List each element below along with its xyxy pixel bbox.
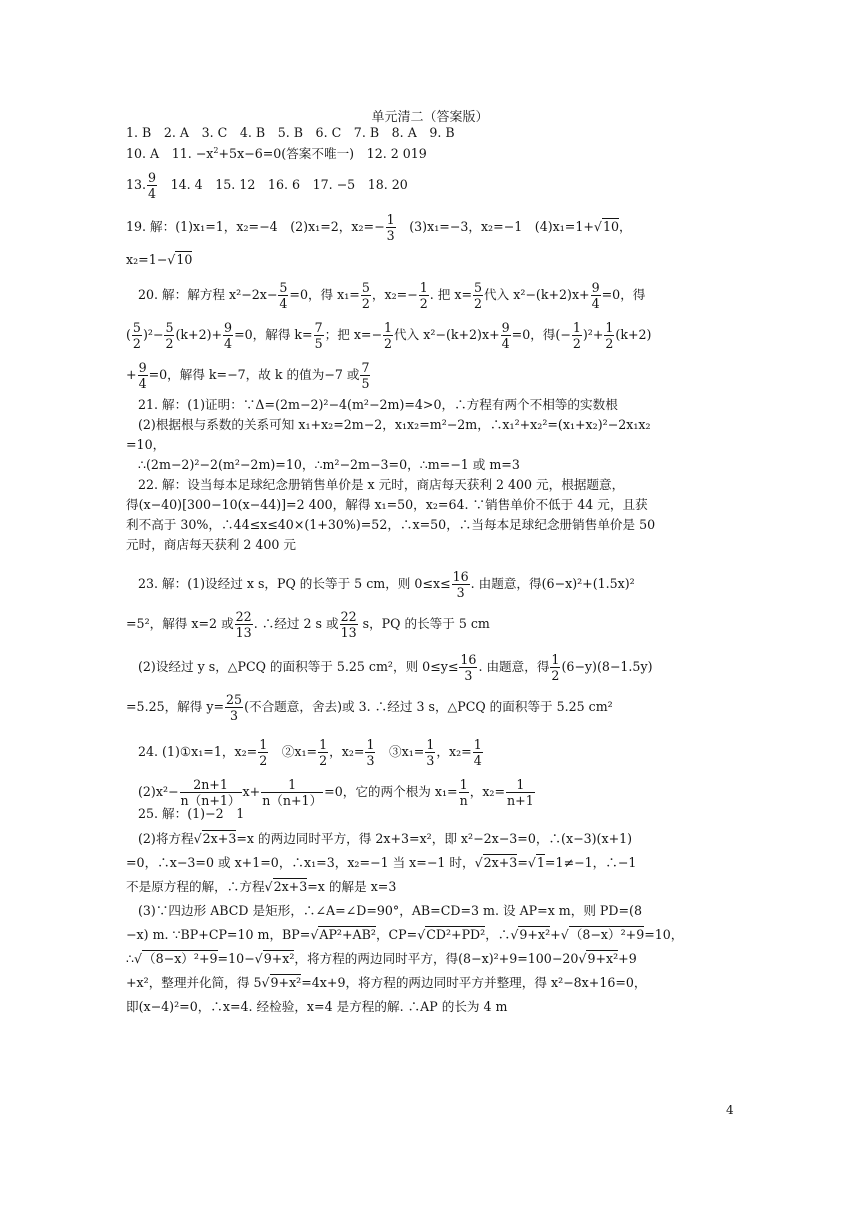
sqrt-sign bbox=[255, 951, 263, 966]
answer-25-line-4: 不是原方程的解，∴方程√ 2x+3=x 的解是 x=3 bbox=[126, 879, 396, 895]
answers-10-12: 10. A 11. $-x^2+5x-6=0$(答案不唯一) 12. 2 019 bbox=[126, 146, 427, 161]
answer-23-line-1: 23. 解：(1)设经过 x s，PQ 的长等于 5 cm，则 0≤x≤ $\frac{16}{3}$ . 由题意，得(6−x)²+(1.5x)² bbox=[138, 569, 635, 600]
answer-19-line-2: x₂=1−√ 10 bbox=[126, 252, 192, 268]
sqrt-sign bbox=[194, 831, 202, 846]
radicand: 9+x² bbox=[263, 951, 295, 966]
radicand: （8−x）²+9 bbox=[143, 951, 218, 966]
radicand: 2x+3 bbox=[483, 855, 518, 870]
fraction: $\frac{1}{n}$ bbox=[459, 777, 468, 808]
answer-21-line-2: (2)根据根与系数的关系可知 x₁+x₂=2m−2，x₁x₂=m²−2m，∴x₁²+x₂²=(x₁+x₂)²−2x₁x₂ bbox=[138, 417, 651, 432]
answer-20-line-1: 20. 解：解方程 x²−2x− $\frac{5}{4}$ =0，得 x₁= $\frac{5}{2}$ ，x₂=− $\frac{1}{2}$ . 把 x= $\frac{5}{2}$ 代入 x²−(k+2)x+ $\frac{9}{4}$ =0，得 bbox=[138, 280, 646, 311]
answer-21-line-4: ∴(2m−2)²−2(m²−2m)=10，∴m²−2m−3=0，∴m=−1 或 m=3 bbox=[138, 457, 520, 472]
fraction: $\frac{7}{5}$ bbox=[361, 360, 370, 391]
sqrt-sign bbox=[594, 219, 602, 234]
fraction: $\frac{1}{4}$ bbox=[473, 737, 482, 768]
answer-25-line-8: +x²，整理并化简，得 5√ 9+x²=4x+9，将方程的两边同时平方并整理，得 x²−8x+16=0， bbox=[126, 975, 647, 991]
sqrt-sign bbox=[475, 855, 483, 870]
answer-24-line-1: 24. (1)①x₁=1，x₂= $\frac{1}{2}$ ②x₁= $\frac{1}{2}$ ，x₂= $\frac{1}{3}$ ③x₁= $\frac{1}{3}$ ，x₂= $\frac{1}{4}$ bbox=[138, 737, 482, 768]
sqrt-sign bbox=[261, 975, 269, 990]
sqrt-sign bbox=[561, 927, 569, 942]
radicand: 9+x² bbox=[587, 951, 619, 966]
fraction: $\frac{1}{2}$ bbox=[319, 737, 328, 768]
page-number: 4 bbox=[726, 1103, 734, 1117]
fraction: $\frac{1}{2}$ bbox=[605, 320, 614, 351]
fraction: $\frac{9}{4}$ bbox=[138, 360, 147, 391]
answer-22-line-1: 22. 解：设当每本足球纪念册销售单价是 x 元时，商店每天获利 2 400 元，根据题意， bbox=[138, 477, 625, 492]
answer-25-line-7: ∴√ （8−x）²+9=10−√ 9+x²，将方程的两边同时平方，得(8−x)²+9=100−20√ 9+x²+9 bbox=[126, 951, 637, 967]
answer-23-line-2: =5²，解得 x=2 或 $\frac{22}{13}$ . ∴经过 2 s 或 $\frac{22}{13}$ s，PQ 的长等于 5 cm bbox=[126, 609, 490, 640]
fraction: $\frac{1}{2}$ bbox=[384, 320, 393, 351]
fraction: $\frac{9}{4}$ bbox=[501, 320, 510, 351]
radicand: 2x+3 bbox=[273, 879, 308, 894]
sqrt-sign bbox=[528, 855, 536, 870]
answer-21-line-3: =10， bbox=[126, 437, 166, 452]
page-title: 单元清二（答案版） bbox=[371, 110, 489, 125]
answer-22-line-3: 利不高于 30%，∴44≤x≤40×(1+30%)=52，∴x=50，∴当每本足球纪念册销售单价是 50 bbox=[126, 517, 656, 532]
fraction: $\frac{1}{3}$ bbox=[366, 737, 375, 768]
fraction: $\frac{5}{2}$ bbox=[132, 320, 141, 351]
radicand: 9+x² bbox=[270, 975, 302, 990]
answer-25-line-1: 25. 解：(1)−2 1 bbox=[138, 806, 245, 821]
fraction: $\frac{16}{3}$ bbox=[452, 569, 469, 600]
answer-22-line-4: 元时，商店每天获利 2 400 元 bbox=[126, 537, 296, 552]
radicand: 10 bbox=[176, 252, 193, 267]
radicand: 10 bbox=[602, 219, 619, 234]
answer-20-line-3: + $\frac{9}{4}$ =0，解得 k=−7，故 k 的值为−7 或 $\frac{7}{5}$ bbox=[126, 360, 370, 391]
fraction: $\frac{22}{13}$ bbox=[235, 609, 252, 640]
fraction: $\frac{5}{4}$ bbox=[279, 280, 288, 311]
fraction: $\frac{1}{3}$ bbox=[426, 737, 435, 768]
fraction: $\frac{25}{3}$ bbox=[226, 692, 243, 723]
answer-21-line-1: 21. 解：(1)证明：∵Δ=(2m−2)²−4(m²−2m)=4>0，∴方程有两个不相等的实数根 bbox=[138, 397, 618, 412]
fraction: $\frac{1}{2}$ bbox=[551, 652, 560, 683]
answer-25-line-9: 即(x−4)²=0，∴x=4. 经检验，x=4 是方程的解. ∴AP 的长为 4 m bbox=[126, 999, 508, 1014]
radicand: CD²+PD² bbox=[426, 927, 486, 942]
fraction: $\frac{5}{2}$ bbox=[361, 280, 370, 311]
answer-19-line-1: 19. 解：(1)x₁=1，x₂=−4 (2)x₁=2，x₂=− $\frac{1}{3}$ (3)x₁=−3，x₂=−1 (4)x₁=1+√ 10， bbox=[126, 212, 632, 243]
answer-23-line-3: (2)设经过 y s，△PCQ 的面积等于 5.25 cm²，则 0≤y≤ $\frac{16}{3}$ . 由题意，得 $\frac{1}{2}$ (6−y)(8−1.5y) bbox=[138, 652, 653, 683]
fraction: $\frac{7}{5}$ bbox=[314, 320, 323, 351]
answer-20-line-2: ( $\frac{5}{2}$ )²− $\frac{5}{2}$ (k+2)+ $\frac{9}{4}$ =0，解得 k= $\frac{7}{5}$ ；把 x=− $\frac{1}{2}$ 代入 x²−(k+2)x+ $\frac{9}{4}$ =0，得(− $\frac{1}{2}$ )²+ $\frac{1}{2}$ (k+2) bbox=[126, 320, 652, 351]
radicand: （8−x）²+9 bbox=[569, 927, 645, 942]
fraction: $\frac{1}{2}$ bbox=[259, 737, 268, 768]
answer-25-line-6: −x) m. ∵BP+CP=10 m，BP=√ AP²+AB²，CP=√ CD²+PD²，∴√ 9+x²+√ （8−x）²+9=10， bbox=[126, 927, 683, 943]
fraction: $\frac{1}{2}$ bbox=[572, 320, 581, 351]
fraction: $\frac{2n+1}{n(n+1)}$ bbox=[180, 777, 241, 808]
answer-23-line-4: =5.25，解得 y= $\frac{25}{3}$ (不合题意，舍去)或 3. ∴经过 3 s，△PCQ 的面积等于 5.25 cm² bbox=[126, 692, 613, 723]
answers-1-9: 1. B 2. A 3. C 4. B 5. B 6. C 7. B 8. A 9. B bbox=[126, 125, 455, 140]
fraction: $\frac{5}{2}$ bbox=[474, 280, 483, 311]
fraction: $\frac{5}{2}$ bbox=[165, 320, 174, 351]
answer-24-line-2: (2)x²− $\frac{2n+1}{n(n+1)}$ x+ $\frac{1}{n(n+1)}$ =0，它的两个根为 x₁= $\frac{1}{n}$ ，x₂= $\frac{1}{n+1}$ bbox=[138, 777, 534, 808]
fraction: $\frac{16}{3}$ bbox=[460, 652, 477, 683]
fraction: $\frac{1}{n(n+1)}$ bbox=[262, 777, 323, 808]
radicand: 2x+3 bbox=[202, 831, 237, 846]
fraction: $\frac{9}{4}$ bbox=[224, 320, 233, 351]
fraction: $\frac{1}{2}$ bbox=[419, 280, 428, 311]
fraction: $\frac{9}{4}$ bbox=[148, 170, 157, 201]
sqrt-sign bbox=[134, 951, 142, 966]
fraction: $\frac{1}{3}$ bbox=[386, 212, 395, 243]
answer-25-line-3: =0，∴x−3=0 或 x+1=0，∴x₁=3，x₂=−1 当 x=−1 时，√ 2x+3=√ 1=1≠−1，∴−1 bbox=[126, 855, 636, 871]
radicand: 9+x² bbox=[519, 927, 551, 942]
answer-25-line-2: (2)将方程√ 2x+3=x 的两边同时平方，得 2x+3=x²，即 x²−2x−3=0，∴(x−3)(x+1) bbox=[138, 831, 632, 847]
fraction: $\frac{9}{4}$ bbox=[591, 280, 600, 311]
answer-22-line-2: 得(x−40)[300−10(x−44)]=2 400，解得 x₁=50，x₂=64. ∵销售单价不低于 44 元，且获 bbox=[126, 497, 648, 512]
radicand: 1 bbox=[536, 855, 545, 870]
fraction: $\frac{1}{n+1}$ bbox=[507, 777, 534, 808]
fraction: $\frac{22}{13}$ bbox=[340, 609, 357, 640]
answer-25-line-5: (3)∵四边形 ABCD 是矩形，∴∠A=∠D=90°，AB=CD=3 m. 设 AP=x m，则 PD=(8 bbox=[138, 903, 642, 918]
answers-13-18: 13. $\frac{9}{4}$ 14. 4 15. 12 16. 6 17. −5 18. 20 bbox=[126, 170, 408, 201]
sqrt-sign bbox=[265, 879, 273, 894]
radicand: AP²+AB² bbox=[319, 927, 376, 942]
